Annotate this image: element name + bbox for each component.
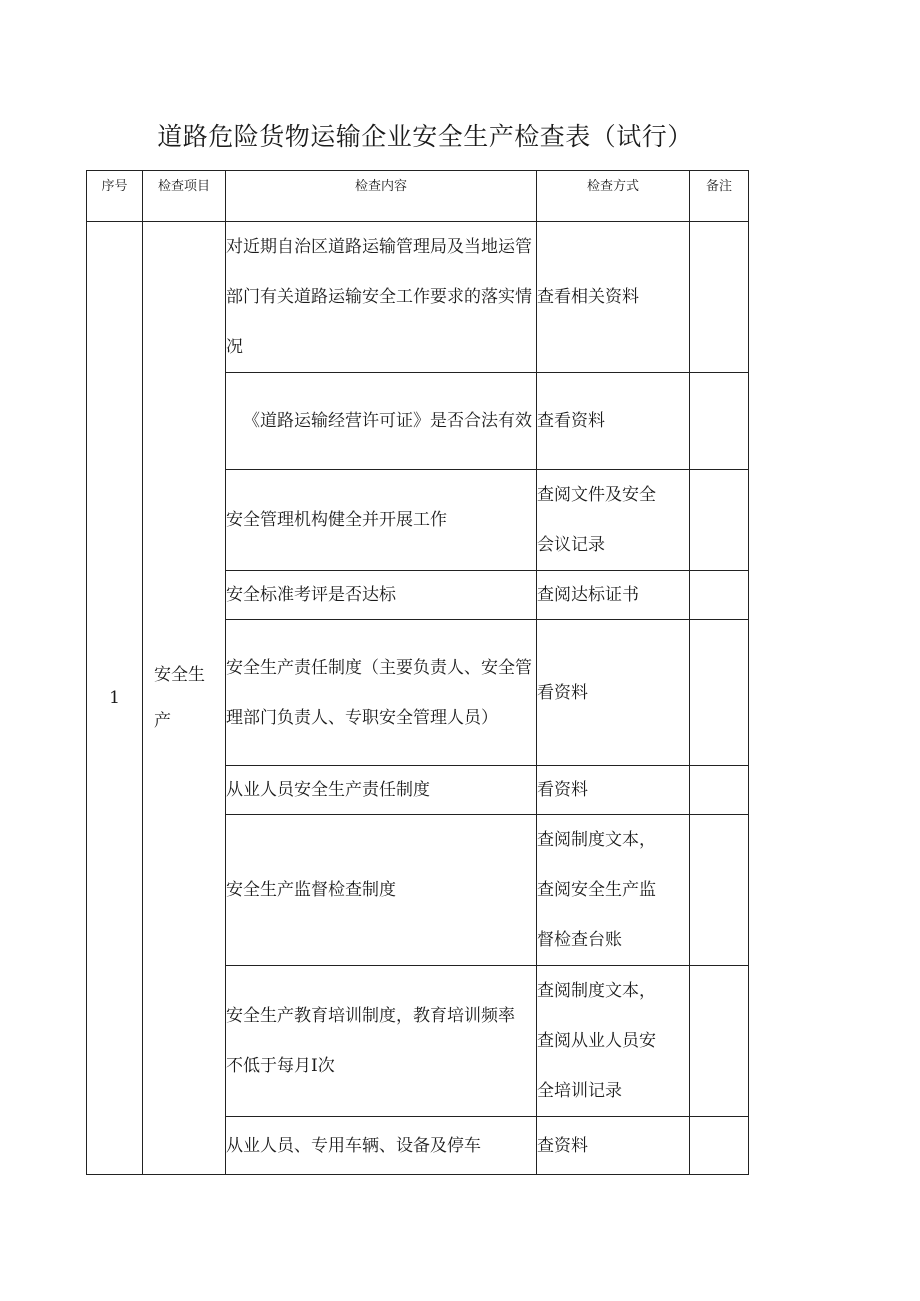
row-method: 看资料	[537, 620, 690, 766]
row-method: 查看资料	[537, 373, 690, 470]
header-row	[87, 171, 749, 222]
row-content: 安全生产责任制度（主要负责人、安全管理部门负责人、专职安全管理人员）	[226, 620, 537, 766]
group-item	[143, 222, 226, 1175]
header-content: 检查内容	[226, 171, 537, 222]
row-note	[690, 222, 749, 373]
row-method: 查看相关资料	[537, 222, 690, 373]
row-content: 从业人员安全生产责任制度	[226, 766, 537, 815]
row-content: 安全管理机构健全并开展工作	[226, 470, 537, 571]
row-note	[690, 373, 749, 470]
header-note: 备注	[690, 171, 749, 222]
group-index: 1	[87, 222, 143, 1175]
row-content: 《道路运输经营许可证》是否合法有效	[226, 373, 537, 470]
inspection-table	[86, 170, 749, 1175]
row-method: 看资料	[537, 766, 690, 815]
row-method: 查阅文件及安全会议记录	[537, 470, 690, 571]
row-method: 查阅达标证书	[537, 571, 690, 620]
row-content: 安全标准考评是否达标	[226, 571, 537, 620]
header-method: 检查方式	[537, 171, 690, 222]
row-content: 安全生产教育培训制度，教育培训频率不低于每月I次	[226, 966, 537, 1117]
group-item-label: 安全生产	[154, 665, 205, 731]
row-method: 查资料	[537, 1117, 690, 1175]
row-note	[690, 815, 749, 966]
row-note	[690, 1117, 749, 1175]
row-note	[690, 620, 749, 766]
table-row	[87, 222, 749, 373]
row-note	[690, 966, 749, 1117]
row-note	[690, 571, 749, 620]
header-index: 序号	[87, 171, 143, 222]
row-note	[690, 766, 749, 815]
row-method: 查阅制度文本，查阅从业人员安全培训记录	[537, 966, 690, 1117]
header-item: 检查项目	[143, 171, 226, 222]
document-title: 道路危险货物运输企业安全生产检查表（试行）	[157, 122, 693, 151]
row-content: 安全生产监督检查制度	[226, 815, 537, 966]
row-content: 从业人员、专用车辆、设备及停车	[226, 1117, 537, 1175]
row-method: 查阅制度文本，查阅安全生产监督检查台账	[537, 815, 690, 966]
row-content: 对近期自治区道路运输管理局及当地运管部门有关道路运输安全工作要求的落实情况	[226, 222, 537, 373]
row-note	[690, 470, 749, 571]
